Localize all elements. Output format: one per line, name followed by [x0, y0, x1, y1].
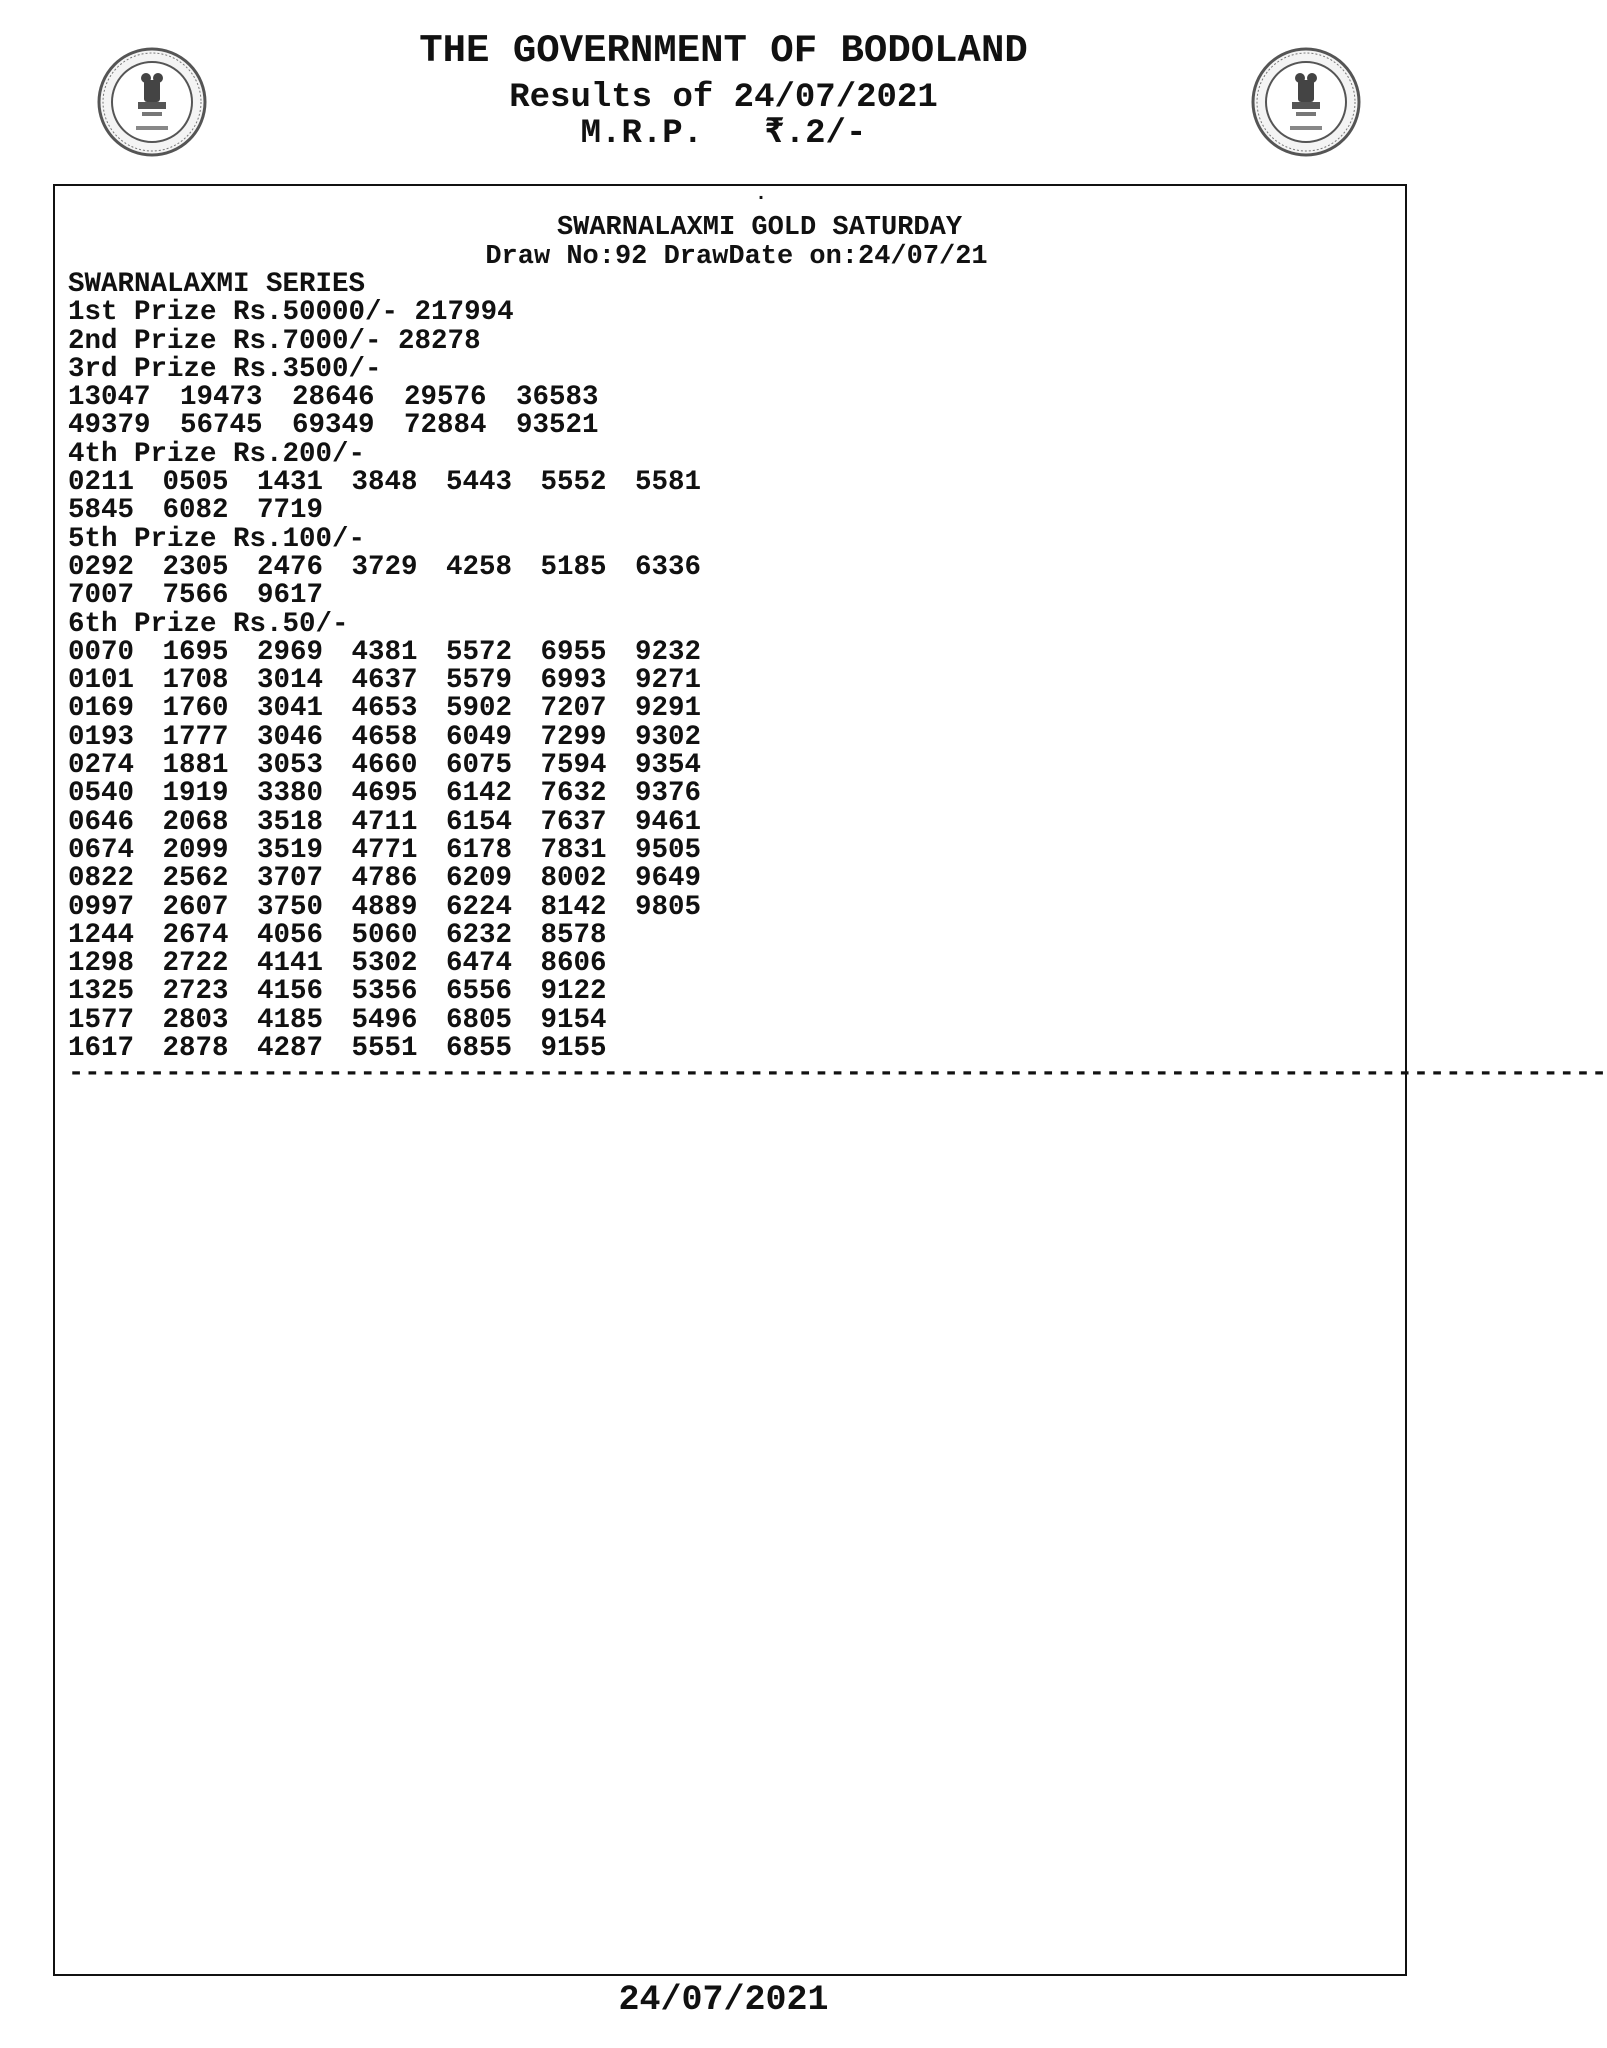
fourth-prize-label: 4th Prize Rs.200/-: [68, 438, 366, 470]
winning-number: 5845: [68, 495, 135, 527]
winning-number: 5185: [540, 551, 607, 583]
winning-number: 9376: [635, 778, 702, 810]
winning-number: 2969: [257, 636, 324, 668]
winning-number: 9354: [635, 750, 702, 782]
winning-number: 8578: [540, 919, 607, 951]
winning-number: 2722: [162, 948, 229, 980]
fourth-prize-numbers: [68, 469, 1388, 526]
winning-number: 0211: [68, 467, 135, 499]
winning-number: 9805: [635, 891, 702, 923]
winning-number: 6232: [446, 919, 513, 951]
winning-number: 1325: [68, 976, 135, 1008]
winning-number: 7299: [540, 721, 607, 753]
winning-number: 56745: [180, 410, 263, 442]
number-row: [68, 891, 1388, 923]
winning-number: 13047: [68, 382, 151, 414]
winning-number: 2803: [162, 1004, 229, 1036]
winning-number: 5356: [351, 976, 418, 1008]
winning-number: 9271: [635, 665, 702, 697]
winning-number: 2723: [162, 976, 229, 1008]
number-row: [68, 865, 1388, 893]
winning-number: 5302: [351, 948, 418, 980]
winning-number: 6075: [446, 750, 513, 782]
winning-number: 4258: [446, 551, 513, 583]
winning-number: 0169: [68, 693, 135, 725]
winning-number: 4771: [351, 834, 418, 866]
winning-number: 6049: [446, 721, 513, 753]
winning-number: 1777: [162, 721, 229, 753]
winning-number: 2607: [162, 891, 229, 923]
winning-number: 9154: [540, 1004, 607, 1036]
winning-number: 6178: [446, 834, 513, 866]
third-prize-numbers: [68, 384, 1388, 441]
number-row: [68, 721, 1388, 753]
winning-number: 36583: [516, 382, 599, 414]
number-row: [68, 695, 1388, 723]
winning-number: 2476: [257, 551, 324, 583]
number-row: [68, 667, 1388, 695]
winning-number: 5551: [351, 1033, 418, 1065]
fifth-prize-label: 5th Prize Rs.100/-: [68, 523, 366, 555]
winning-number: 4786: [351, 863, 418, 895]
winning-number: 1577: [68, 1004, 135, 1036]
number-row: [68, 469, 1388, 497]
winning-number: 5581: [635, 467, 702, 499]
page-header: [0, 0, 1447, 180]
winning-number: 6082: [162, 495, 229, 527]
winning-number: 4889: [351, 891, 418, 923]
winning-number: 6993: [540, 665, 607, 697]
winning-number: 7594: [540, 750, 607, 782]
winning-number: 3041: [257, 693, 324, 725]
winning-number: 3707: [257, 863, 324, 895]
winning-number: 6855: [446, 1033, 513, 1065]
winning-number: 6556: [446, 976, 513, 1008]
winning-number: 3380: [257, 778, 324, 810]
winning-number: 1708: [162, 665, 229, 697]
game-title: SWARNALAXMI GOLD SATURDAY: [556, 213, 963, 243]
mrp-price: M.R.P. ₹.2/-: [580, 115, 867, 153]
winning-number: 5552: [540, 467, 607, 499]
winning-number: 4658: [351, 721, 418, 753]
number-row: [68, 582, 1388, 610]
winning-number: 2674: [162, 919, 229, 951]
winning-number: 9617: [257, 580, 324, 612]
winning-number: 49379: [68, 410, 151, 442]
winning-number: 9291: [635, 693, 702, 725]
footer-date: 24/07/2021: [618, 1980, 829, 2020]
winning-number: 3848: [351, 467, 418, 499]
winning-number: 3519: [257, 834, 324, 866]
winning-number: 4637: [351, 665, 418, 697]
winning-number: 8606: [540, 948, 607, 980]
number-row: [68, 551, 1388, 583]
winning-number: 2099: [162, 834, 229, 866]
winning-number: 6154: [446, 806, 513, 838]
number-row: [68, 978, 1388, 1006]
number-row: [68, 497, 1388, 525]
winning-number: 6142: [446, 778, 513, 810]
second-prize: 2nd Prize Rs.7000/- 28278: [68, 325, 481, 357]
winning-number: 0646: [68, 806, 135, 838]
winning-number: 1881: [162, 750, 229, 782]
winning-number: 1919: [162, 778, 229, 810]
winning-number: 28646: [292, 382, 375, 414]
separator-line: -----------------------------------------------------------------------------------------------: [68, 1059, 1607, 1089]
number-row: [68, 384, 1388, 412]
winning-number: 69349: [292, 410, 375, 442]
sixth-prize-numbers: [68, 636, 1388, 1065]
number-row: [68, 780, 1388, 808]
winning-number: 0822: [68, 863, 135, 895]
results-list: [68, 271, 1388, 1063]
first-prize: 1st Prize Rs.50000/- 217994: [68, 297, 514, 329]
fifth-prize-numbers: [68, 551, 1388, 612]
draw-info: Draw No:92 DrawDate on:24/07/21: [485, 242, 988, 272]
winning-number: 4660: [351, 750, 418, 782]
winning-number: 7719: [257, 495, 324, 527]
results-date-heading: Results of 24/07/2021: [509, 79, 938, 117]
winning-number: 7007: [68, 580, 135, 612]
winning-number: 4287: [257, 1033, 324, 1065]
winning-number: 2305: [162, 551, 229, 583]
government-title: THE GOVERNMENT OF BODOLAND: [419, 29, 1028, 73]
number-row: [68, 636, 1388, 668]
winning-number: 7831: [540, 834, 607, 866]
winning-number: 9155: [540, 1033, 607, 1065]
winning-number: 2878: [162, 1033, 229, 1065]
winning-number: 5902: [446, 693, 513, 725]
winning-number: 5579: [446, 665, 513, 697]
sixth-prize-label: 6th Prize Rs.50/-: [68, 608, 349, 640]
winning-number: 0674: [68, 834, 135, 866]
winning-number: 4185: [257, 1004, 324, 1036]
winning-number: 6224: [446, 891, 513, 923]
winning-number: 4695: [351, 778, 418, 810]
winning-number: 3014: [257, 665, 324, 697]
winning-number: 4156: [257, 976, 324, 1008]
winning-number: 3750: [257, 891, 324, 923]
winning-number: 7566: [162, 580, 229, 612]
winning-number: 1695: [162, 636, 229, 668]
winning-number: 4381: [351, 636, 418, 668]
winning-number: 5496: [351, 1004, 418, 1036]
winning-number: 4653: [351, 693, 418, 725]
winning-number: 9122: [540, 976, 607, 1008]
winning-number: 9302: [635, 721, 702, 753]
winning-number: 9505: [635, 834, 702, 866]
winning-number: 5572: [446, 636, 513, 668]
third-prize-label: 3rd Prize Rs.3500/-: [68, 353, 382, 385]
winning-number: 0070: [68, 636, 135, 668]
number-row: [68, 806, 1388, 838]
winning-number: 1760: [162, 693, 229, 725]
number-row: [68, 1004, 1388, 1036]
winning-number: 2068: [162, 806, 229, 838]
winning-number: 6474: [446, 948, 513, 980]
number-row: [68, 752, 1388, 780]
winning-number: 3053: [257, 750, 324, 782]
winning-number: 0193: [68, 721, 135, 753]
winning-number: 7637: [540, 806, 607, 838]
winning-number: 2562: [162, 863, 229, 895]
winning-number: 3046: [257, 721, 324, 753]
dot-mark: .: [755, 183, 768, 206]
winning-number: 4711: [351, 806, 418, 838]
winning-number: 9649: [635, 863, 702, 895]
winning-number: 4056: [257, 919, 324, 951]
winning-number: 1298: [68, 948, 135, 980]
winning-number: 0274: [68, 750, 135, 782]
winning-number: 6209: [446, 863, 513, 895]
winning-number: 5443: [446, 467, 513, 499]
winning-number: 19473: [180, 382, 263, 414]
winning-number: 8142: [540, 891, 607, 923]
winning-number: 3518: [257, 806, 324, 838]
winning-number: 0292: [68, 551, 135, 583]
winning-number: 3729: [351, 551, 418, 583]
winning-number: 72884: [404, 410, 487, 442]
winning-number: 9232: [635, 636, 702, 668]
winning-number: 93521: [516, 410, 599, 442]
series-name: SWARNALAXMI SERIES: [68, 269, 366, 300]
winning-number: 1431: [257, 467, 324, 499]
winning-number: 7632: [540, 778, 607, 810]
winning-number: 29576: [404, 382, 487, 414]
winning-number: 0101: [68, 665, 135, 697]
winning-number: 1617: [68, 1033, 135, 1065]
winning-number: 4141: [257, 948, 324, 980]
winning-number: 6955: [540, 636, 607, 668]
winning-number: 8002: [540, 863, 607, 895]
number-row: [68, 950, 1388, 978]
winning-number: 7207: [540, 693, 607, 725]
winning-number: 1244: [68, 919, 135, 951]
winning-number: 5060: [351, 919, 418, 951]
winning-number: 6805: [446, 1004, 513, 1036]
number-row: [68, 412, 1388, 440]
number-row: [68, 834, 1388, 866]
winning-number: 0505: [162, 467, 229, 499]
winning-number: 9461: [635, 806, 702, 838]
winning-number: 6336: [635, 551, 702, 583]
winning-number: 0540: [68, 778, 135, 810]
number-row: [68, 919, 1388, 951]
winning-number: 0997: [68, 891, 135, 923]
council-seal-right-icon: [1250, 46, 1362, 158]
